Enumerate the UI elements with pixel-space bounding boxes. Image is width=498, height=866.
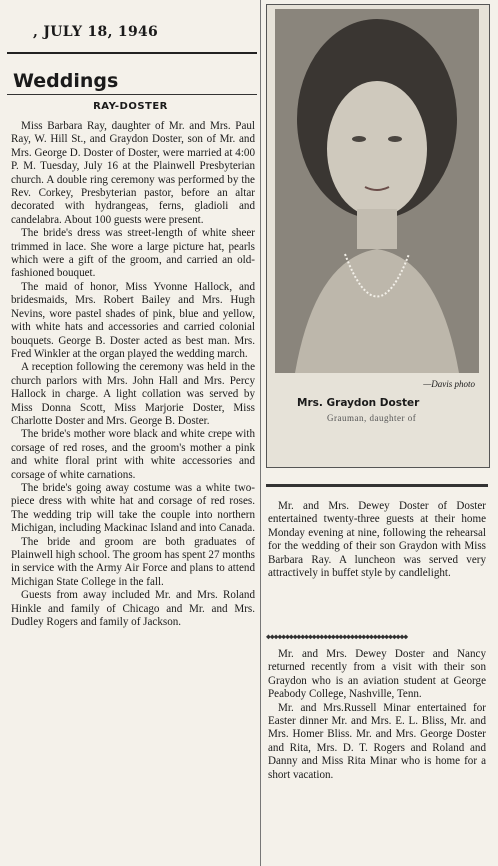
portrait-illustration — [275, 9, 479, 373]
section-title: Weddings — [13, 70, 119, 92]
divider-rule — [266, 484, 488, 487]
photo-credit: —Davis photo — [423, 379, 475, 389]
column-divider — [260, 0, 261, 866]
article-paragraph: The bride's mother wore black and white crepe with corsage of red roses, and the groom's mother a pink and white floral print with white accessories and corsage of white carnations. — [11, 428, 255, 481]
article-paragraph: Guests from away included Mr. and Mrs. Roland Hinkle and family of Chicago and Mr. and Mrs. Dudley Rogers and family of Jackson. — [11, 589, 255, 629]
dateline: , JULY 18, 1946 — [33, 24, 159, 40]
social-item-rehearsal — [268, 500, 486, 580]
social-item-text: Mr. and Mrs. Dewey Doster and Nancy returned recently from a visit with their son Graydon who is an aviation student at George Peabody College, Nashville, Tenn. — [268, 648, 486, 701]
article-paragraph: The maid of honor, Miss Yvonne Hallock, and bridesmaids, Mrs. Robert Bailey and Mrs. Hugh Nevins, wore pastel shades of pink, blue and yellow, with white hats and accessories and carried colonial bouquets. George B. Doster acted as best man. Mrs. Fred Winkler at the organ played the wedding march. — [11, 280, 255, 360]
article-paragraph: The bride and groom are both graduates of Plainwell high school. The groom has spent 27 months in service with the Army Air Force and plans to attend Michigan State College in the fall. — [11, 535, 255, 588]
left-column — [3, 4, 258, 864]
article-paragraph: The bride's going away costume was a white two-piece dress with white hat and corsage of red roses. The wedding trip will take the couple into northern Michigan, including Mackinac Island and into Canada. — [11, 481, 255, 535]
cut-off-text: Grauman, daughter of — [327, 413, 417, 423]
article-title: RAY-DOSTER — [93, 101, 168, 112]
photo-caption: Mrs. Graydon Doster — [297, 397, 420, 409]
section-rule — [7, 94, 257, 95]
article-body — [11, 120, 255, 629]
portrait-photo — [275, 9, 479, 373]
social-item-text: Mr. and Mrs. Dewey Doster of Doster entertained twenty-three guests at their home Monday evening at nine, following the rehearsal for the wedding of their son Graydon with Miss Barbara Ray. A luncheon was served very attractively in buffet style by candlelight. — [268, 500, 486, 580]
photo-box — [266, 4, 490, 468]
article-paragraph: The bride's dress was street-length of white sheer trimmed in lace. She wore a large picture hat, pearls which were a gift of the groom, and carried an old-fashioned bouquet. — [11, 227, 255, 280]
top-rule — [7, 52, 257, 54]
social-item-text: Mr. and Mrs.Russell Minar entertained for Easter dinner Mr. and Mrs. E. L. Bliss, Mr. and Mrs. Homer Bliss. Mr. and Mrs. George Doster and Rita, Mrs. D. T. Rogers and Roland and Danny and Miss Rita Minar who is home for a short vacation. — [268, 701, 486, 781]
article-paragraph: Miss Barbara Ray, daughter of Mr. and Mrs. Paul Ray, W. Hill St., and Graydon Doster, son of Mr. and Mrs. George D. Doster of Doster, were married at 4:00 P. M. Tuesday, July 16 at the Plainwell Presbyterian church. A double ring ceremony was performed by the Rev. Corkey, Presbyterian pastor, before an altar decorated with hydrangeas, ferns, gladioli and candelabra. About 100 guests were present. — [11, 120, 255, 226]
social-items — [268, 648, 486, 782]
article-paragraph: A reception following the ceremony was held in the church parlors with Mrs. John Hall and Mrs. Percy Hallock in charge. A light collation was served by Miss Donna Scott, Miss Marjorie Doster, Miss Charlotte Doster and Mrs. George B. Doster. — [11, 361, 255, 427]
diamond-separator: ◆◆◆◆◆◆◆◆◆◆◆◆◆◆◆◆◆◆◆◆◆◆◆◆◆◆◆◆◆◆◆◆◆◆◆◆◆ — [266, 632, 408, 641]
